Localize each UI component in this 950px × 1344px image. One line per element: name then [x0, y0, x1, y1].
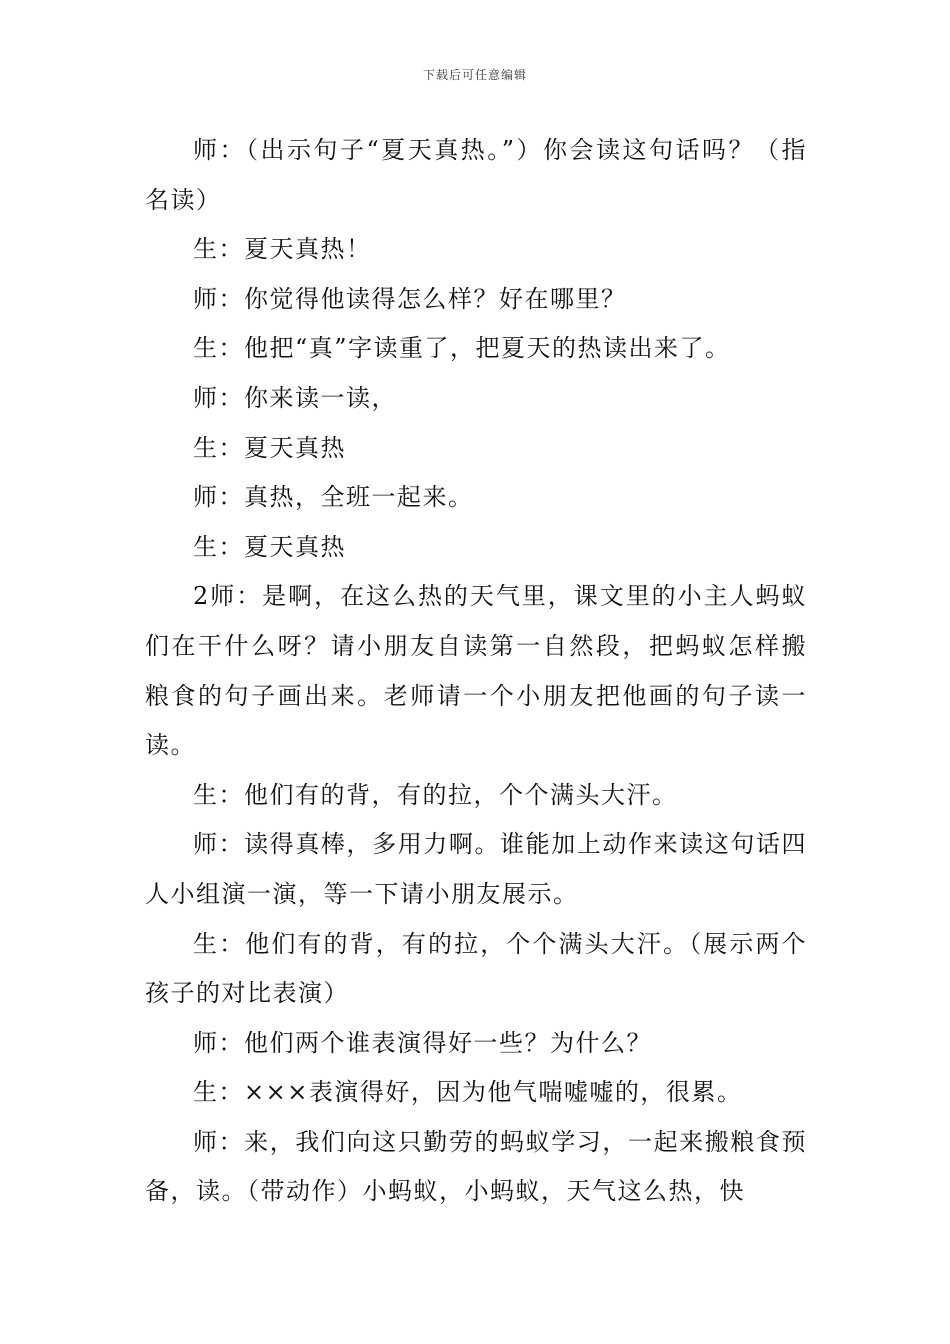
paragraph: 生：夏天真热	[193, 532, 346, 561]
paragraph: 生：他们有的背，有的拉，个个满头大汗。	[193, 780, 678, 809]
paragraph: 师：你来读一读，	[193, 383, 397, 412]
paragraph: 2师：是啊，在这么热的天气里，课文里的小主人蚂蚁们在干什么呀？请小朋友自读第一自然段，把蚂蚁怎样搬粮食的句子画出来。老师请一个小朋友把他画的句子读一读。	[145, 582, 807, 760]
paragraph: 师：来，我们向这只勤劳的蚂蚁学习，一起来搬粮食预备，读。（带动作）小蚂蚁，小蚂蚁，天气这么热，快	[145, 1127, 807, 1206]
paragraph: 师：（出示句子“夏天真热。”）你会读这句话吗？（指名读）	[145, 136, 807, 214]
paragraph: 师：他们两个谁表演得好一些？为什么？	[193, 1028, 652, 1057]
paragraph: 生：×××表演得好，因为他气喘嘘嘘的，很累。	[193, 1078, 743, 1107]
paragraph: 师：真热，全班一起来。	[193, 483, 474, 512]
paragraph: 生：他把“真”字读重了，把夏天的热读出来了。	[193, 334, 731, 363]
document-body	[145, 126, 807, 1217]
paragraph: 生：夏天真热	[193, 433, 346, 462]
paragraph: 师：你觉得他读得怎么样？好在哪里？	[193, 284, 627, 313]
paragraph: 生：他们有的背，有的拉，个个满头大汗。（展示两个孩子的对比表演）	[145, 929, 807, 1008]
paragraph: 师：读得真棒，多用力啊。谁能加上动作来读这句话四人小组演一演，等一下请小朋友展示。	[145, 830, 807, 908]
page-header: 下载后可任意编辑	[422, 68, 527, 82]
paragraph: 生：夏天真热！	[193, 235, 372, 264]
